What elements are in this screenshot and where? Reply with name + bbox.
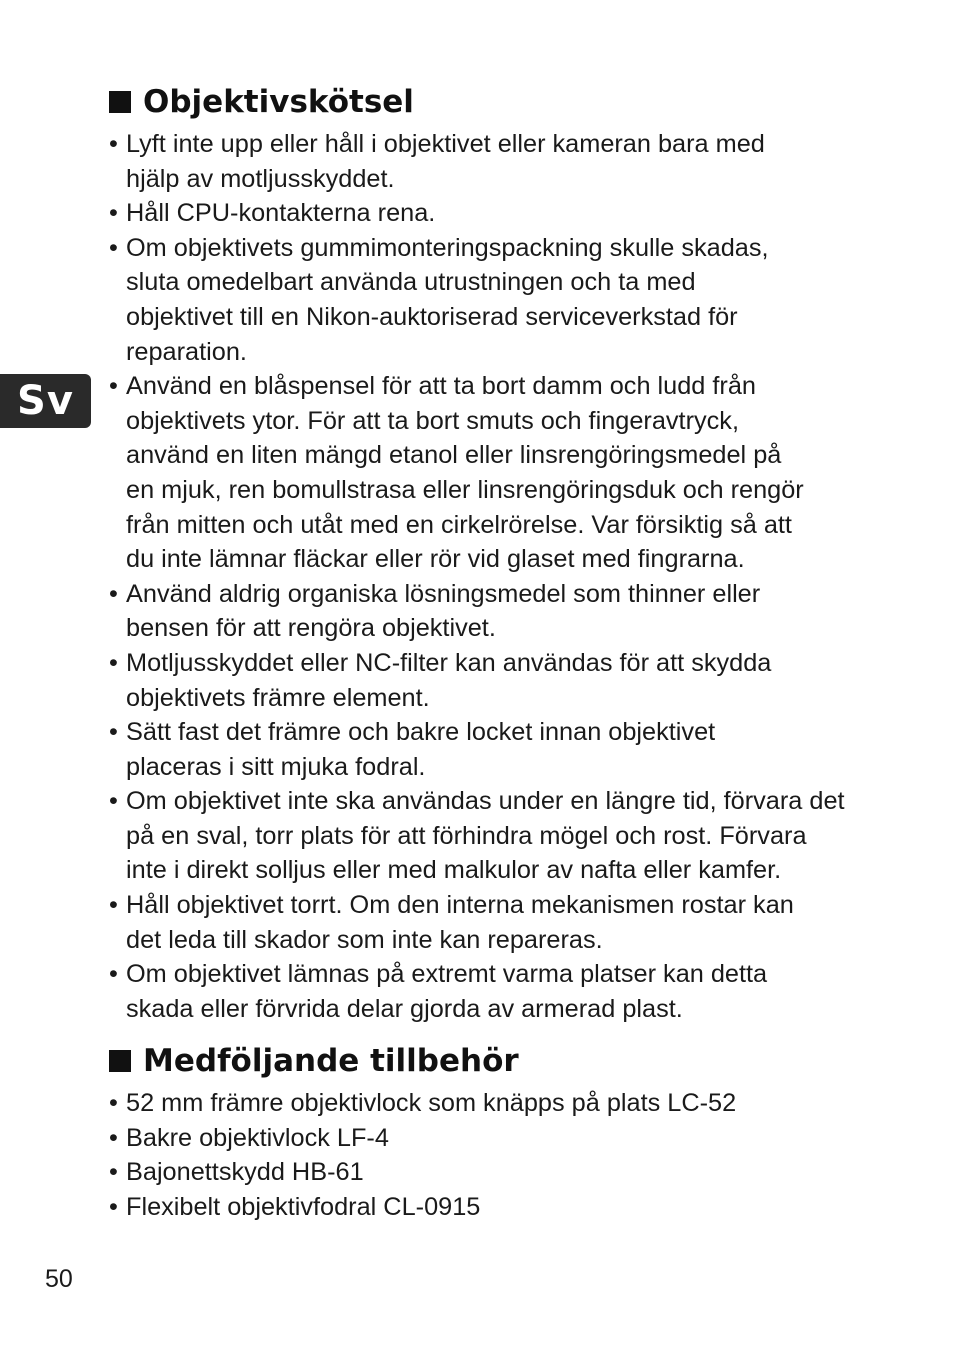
list-item	[109, 1086, 854, 1121]
list-item-text-line: Bajonettskydd HB-61	[126, 1158, 364, 1187]
list-item-text-line: reparation.	[126, 337, 247, 366]
language-tab: Sv	[0, 374, 91, 428]
list-item-text-line: Sätt fast det främre och bakre locket innan objektivet	[126, 718, 716, 747]
list-item	[109, 888, 854, 957]
list-item-text-line: Lyft inte upp eller håll i objektivet eller kameran bara med	[126, 130, 765, 158]
list-item-text-line: Bakre objektivlock LF-4	[126, 1123, 389, 1152]
list-item-text-line: Håll objektivet torrt. Om den interna mekanismen rostar kan	[126, 891, 794, 920]
list-item	[109, 957, 854, 1026]
list-item-text-line: skada eller förvrida delar gjorda av armerad plast.	[126, 994, 683, 1023]
square-bullet-icon	[109, 91, 131, 113]
lens-care-list	[109, 127, 854, 1026]
list-item	[109, 369, 854, 577]
bullet-icon: •	[109, 1123, 118, 1152]
list-item-text-line: Använd aldrig organiska lösningsmedel som thinner eller	[126, 579, 761, 608]
list-item-text-line: hjälp av motljusskyddet.	[126, 164, 395, 193]
list-item-text-line: objektivet till en Nikon-auktoriserad serviceverkstad för	[126, 302, 738, 331]
bullet-icon: •	[109, 1192, 118, 1221]
list-item-text-line: du inte lämnar fläckar eller rör vid glaset med fingrarna.	[126, 545, 745, 574]
bullet-icon: •	[109, 372, 118, 401]
list-item-text-line: Håll CPU-kontakterna rena.	[126, 199, 436, 228]
bullet-icon: •	[109, 130, 118, 158]
bullet-icon: •	[109, 787, 118, 816]
square-bullet-icon	[109, 1050, 131, 1072]
list-item	[109, 1190, 854, 1225]
list-item-text-line: sluta omedelbart använda utrustningen och ta med	[126, 268, 696, 297]
bullet-icon: •	[109, 1089, 118, 1117]
section-title: Objektivskötsel	[143, 84, 414, 120]
list-item	[109, 646, 854, 715]
section-title: Medföljande tillbehör	[143, 1043, 519, 1079]
bullet-icon: •	[109, 648, 118, 677]
list-item-text-line: Om objektivets gummimonteringspackning skulle skadas,	[126, 233, 769, 262]
list-item-text-line: Om objektivet lämnas på extremt varma platser kan detta	[126, 960, 768, 989]
list-item-text-line: på en sval, torr plats för att förhindra mögel och rost. Förvara	[126, 821, 807, 850]
list-item-text-line: en mjuk, ren bomullstrasa eller linsrengöringsduk och rengör	[126, 475, 804, 504]
list-item	[109, 127, 854, 196]
list-item	[109, 715, 854, 784]
section-heading-lens-care	[109, 84, 414, 120]
page-number: 50	[45, 1265, 73, 1293]
section-heading-accessories	[109, 1043, 519, 1079]
list-item-text-line: bensen för att rengöra objektivet.	[126, 614, 496, 643]
list-item-text-line: inte i direkt solljus eller med malkulor av nafta eller kamfer.	[126, 856, 782, 885]
list-item	[109, 1155, 854, 1190]
list-item	[109, 1121, 854, 1156]
list-item	[109, 784, 854, 888]
bullet-icon: •	[109, 233, 118, 262]
list-item-text-line: använd en liten mängd etanol eller linsrengöringsmedel på	[126, 441, 782, 470]
bullet-icon: •	[109, 960, 118, 989]
list-item	[109, 577, 854, 646]
bullet-icon: •	[109, 718, 118, 747]
list-item-text-line: placeras i sitt mjuka fodral.	[126, 752, 426, 781]
list-item-text-line: objektivets främre element.	[126, 683, 430, 712]
list-item-text-line: objektivets ytor. För att ta bort smuts och fingeravtryck,	[126, 406, 739, 435]
accessories-list	[109, 1086, 854, 1224]
bullet-icon: •	[109, 1158, 118, 1187]
list-item	[109, 231, 854, 369]
list-item-text-line: Använd en blåspensel för att ta bort damm och ludd från	[126, 372, 756, 401]
list-item	[109, 196, 854, 231]
bullet-icon: •	[109, 199, 118, 228]
list-item-text-line: Motljusskyddet eller NC-filter kan användas för att skydda	[126, 648, 772, 677]
list-item-text-line: det leda till skador som inte kan repareras.	[126, 925, 603, 954]
bullet-icon: •	[109, 891, 118, 920]
list-item-text-line: Flexibelt objektivfodral CL-0915	[126, 1192, 481, 1221]
bullet-icon: •	[109, 579, 118, 608]
list-item-text-line: 52 mm främre objektivlock som knäpps på plats LC-52	[126, 1089, 737, 1117]
list-item-text-line: Om objektivet inte ska användas under en längre tid, förvara det	[126, 787, 845, 816]
list-item-text-line: från mitten och utåt med en cirkelrörelse. Var försiktig så att	[126, 510, 792, 539]
